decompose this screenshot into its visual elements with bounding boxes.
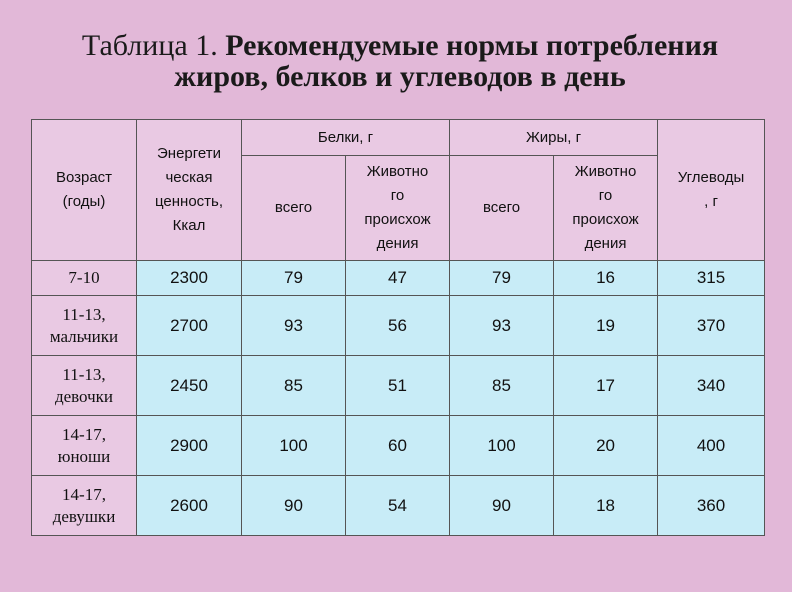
header-animal-line: происхож xyxy=(364,211,431,228)
header-animal-line: го xyxy=(390,187,405,204)
cell-fat-animal: 19 xyxy=(554,296,658,356)
header-carbs xyxy=(658,120,765,261)
header-animal-line: Животно xyxy=(366,163,429,180)
table-row xyxy=(32,296,765,356)
header-animal-line: происхож xyxy=(572,211,639,228)
cell-protein-animal: 51 xyxy=(346,356,450,416)
header-energy xyxy=(137,120,242,261)
cell-carbs: 360 xyxy=(658,476,765,536)
header-animal-line: Животно xyxy=(574,163,637,180)
header-fats: Жиры, г xyxy=(450,120,658,156)
header-fat-animal xyxy=(554,156,658,261)
header-carbs-line: , г xyxy=(704,193,718,210)
cell-protein-total: 100 xyxy=(242,416,346,476)
age-line: мальчики xyxy=(49,326,119,346)
cell-protein-total: 90 xyxy=(242,476,346,536)
header-fat-total: всего xyxy=(450,156,554,261)
age-line: 11-13, xyxy=(62,304,106,324)
title-prefix: Таблица 1. xyxy=(81,29,226,62)
table-row xyxy=(32,476,765,536)
nutrition-table xyxy=(31,119,765,536)
cell-protein-animal: 56 xyxy=(346,296,450,356)
cell-energy: 2600 xyxy=(137,476,242,536)
cell-carbs: 340 xyxy=(658,356,765,416)
header-energy-line: Ккал xyxy=(172,217,206,234)
table-row xyxy=(32,416,765,476)
cell-energy: 2900 xyxy=(137,416,242,476)
age-line: юноши xyxy=(57,446,111,466)
cell-age xyxy=(32,356,137,416)
cell-protein-total: 85 xyxy=(242,356,346,416)
header-protein-total: всего xyxy=(242,156,346,261)
age-line: 11-13, xyxy=(62,364,106,384)
cell-fat-total: 79 xyxy=(450,261,554,296)
cell-fat-total: 90 xyxy=(450,476,554,536)
cell-carbs: 370 xyxy=(658,296,765,356)
cell-fat-animal: 16 xyxy=(554,261,658,296)
cell-age xyxy=(32,296,137,356)
cell-fat-animal: 20 xyxy=(554,416,658,476)
cell-age xyxy=(32,261,137,296)
age-line: 14-17, xyxy=(62,484,106,504)
title-main: Рекомендуемые нормы потребления жиров, белков и углеводов в день xyxy=(174,29,719,93)
age-line: девушки xyxy=(52,506,116,526)
cell-age xyxy=(32,416,137,476)
cell-energy: 2300 xyxy=(137,261,242,296)
age-line: девочки xyxy=(54,386,114,406)
header-carbs-line: Углеводы xyxy=(677,169,745,186)
header-age xyxy=(32,120,137,261)
cell-age xyxy=(32,476,137,536)
cell-protein-total: 79 xyxy=(242,261,346,296)
cell-carbs: 400 xyxy=(658,416,765,476)
header-energy-line: Энергети xyxy=(157,145,221,162)
cell-protein-animal: 47 xyxy=(346,261,450,296)
slide-edge-right xyxy=(792,0,800,600)
header-protein-animal xyxy=(346,156,450,261)
age-line: 7-10 xyxy=(68,268,100,287)
header-energy-line: ческая xyxy=(165,169,213,186)
cell-protein-total: 93 xyxy=(242,296,346,356)
cell-energy: 2450 xyxy=(137,356,242,416)
header-animal-line: го xyxy=(598,187,613,204)
cell-protein-animal: 60 xyxy=(346,416,450,476)
table-row xyxy=(32,356,765,416)
header-animal-line: дения xyxy=(376,235,419,252)
header-animal-line: дения xyxy=(584,235,627,252)
cell-carbs: 315 xyxy=(658,261,765,296)
header-age-line: (годы) xyxy=(62,193,106,210)
cell-fat-animal: 17 xyxy=(554,356,658,416)
header-energy-line: ценность, xyxy=(154,193,224,210)
cell-protein-animal: 54 xyxy=(346,476,450,536)
cell-energy: 2700 xyxy=(137,296,242,356)
header-age-line: Возраст xyxy=(55,169,113,186)
cell-fat-total: 100 xyxy=(450,416,554,476)
cell-fat-animal: 18 xyxy=(554,476,658,536)
header-proteins: Белки, г xyxy=(242,120,450,156)
cell-fat-total: 93 xyxy=(450,296,554,356)
age-line: 14-17, xyxy=(62,424,106,444)
cell-fat-total: 85 xyxy=(450,356,554,416)
slide-title xyxy=(40,30,760,92)
table-row xyxy=(32,261,765,296)
slide-edge-bottom xyxy=(0,592,800,600)
